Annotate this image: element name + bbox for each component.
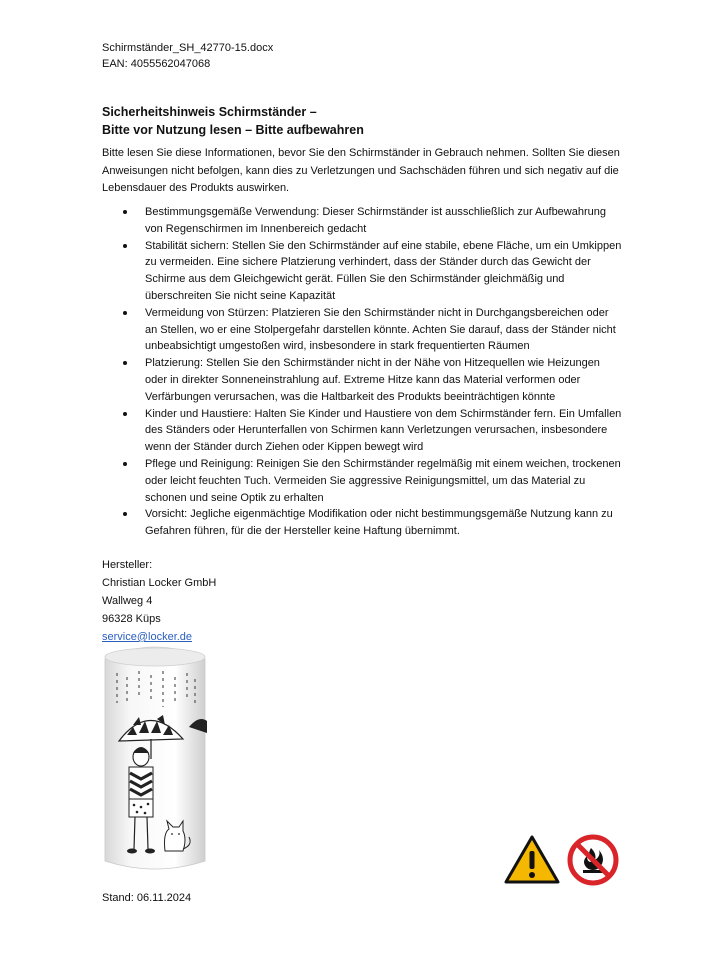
manufacturer-company: Christian Locker GmbH bbox=[102, 577, 217, 589]
product-image bbox=[103, 641, 207, 873]
list-item: Kinder und Haustiere: Halten Sie Kinder und Haustiere von dem Schirmständer fern. Ein Umfallen des Ständers oder Herunterfallen von Schirmen kann Verletzungen verursachen, insbesondere wenn der Ständer durch Ziehen oder Kippen bewegt wird bbox=[102, 406, 622, 456]
document-subtitle: Bitte vor Nutzung lesen – Bitte aufbewahren bbox=[102, 123, 364, 137]
safety-list bbox=[102, 204, 622, 540]
list-item: Pflege und Reinigung: Reinigen Sie den Schirmständer regelmäßig mit einem weichen, trockenen oder leicht feuchten Tuch. Vermeiden Sie aggressive Reinigungsmittel, um das Material zu schonen und seine Optik zu erhalten bbox=[102, 456, 622, 506]
manufacturer-street: Wallweg 4 bbox=[102, 595, 153, 607]
document-title: Sicherheitshinweis Schirmständer – bbox=[102, 105, 317, 119]
warning-triangle-icon bbox=[503, 834, 561, 886]
list-item: Stabilität sichern: Stellen Sie den Schirmständer auf eine stabile, ebene Fläche, um ein Umkippen zu vermeiden. Eine sichere Platzierung verhindert, dass der Ständer durch das Gewicht der Schirme aus dem Gleichgewicht gerät. Füllen Sie den Schirmständer gleichmäßig und überschreiten Sie nicht seine Kapazität bbox=[102, 238, 622, 305]
list-item: Vermeidung von Stürzen: Platzieren Sie den Schirmständer nicht in Durchgangsbereichen oder an Stellen, wo er eine Stolpergefahr darstellen könnte. Achten Sie darauf, dass der Ständer nicht unbeabsichtigt umgestoßen wird, insbesondere in stark frequentierten Räumen bbox=[102, 305, 622, 355]
no-open-flame-icon bbox=[567, 834, 619, 886]
list-item: Bestimmungsgemäße Verwendung: Dieser Schirmständer ist ausschließlich zur Aufbewahrung von Regenschirmen im Innenbereich gedacht bbox=[102, 204, 622, 238]
manufacturer-email-link[interactable]: service@locker.de bbox=[102, 631, 193, 643]
manufacturer-label: Hersteller: bbox=[102, 559, 153, 571]
manufacturer-block bbox=[102, 556, 216, 646]
manufacturer-city: 96328 Küps bbox=[102, 613, 161, 625]
document-filename: Schirmständer_SH_42770-15.docx bbox=[102, 42, 274, 54]
list-item: Platzierung: Stellen Sie den Schirmständer nicht in der Nähe von Hitzequellen wie Heizungen oder in direkter Sonneneinstrahlung auf. Extreme Hitze kann das Material verformen oder Verfärbungen verursachen, was die Haltbarkeit des Produkts beeinträchtigen könnte bbox=[102, 355, 622, 405]
list-item: Vorsicht: Jegliche eigenmächtige Modifikation oder nicht bestimmungsgemäße Nutzung kann zu Gefahren führen, für die der Hersteller keine Haftung übernimmt. bbox=[102, 506, 622, 540]
document-date: Stand: 06.11.2024 bbox=[102, 892, 192, 904]
ean-code: EAN: 4055562047068 bbox=[102, 58, 211, 70]
intro-paragraph: Bitte lesen Sie diese Informationen, bevor Sie den Schirmständer in Gebrauch nehmen. Sollten Sie diesen Anweisungen nicht befolgen, kann dies zu Verletzungen und Sachschäden führen und sich negativ auf die Lebensdauer des Produkts auswirken. bbox=[102, 147, 620, 194]
